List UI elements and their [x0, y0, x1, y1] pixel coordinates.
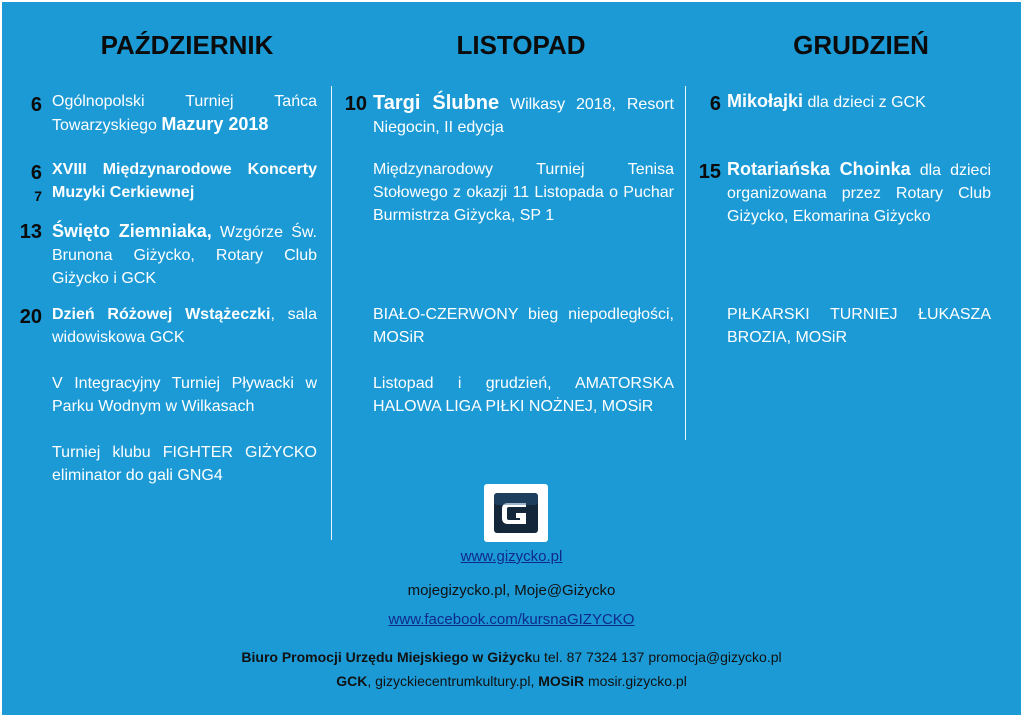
event-day-end: 7	[34, 188, 42, 204]
gizycko-logo[interactable]	[484, 484, 548, 542]
column-divider-right	[685, 86, 686, 440]
month-heading-december: GRUDZIEŃ	[793, 30, 929, 60]
calendar-page	[2, 2, 1021, 715]
event-day: 6	[30, 162, 42, 184]
institutions-contact: GCK, gizyckiecentrumkultury.pl, MOSiR mosir.gizycko.pl	[336, 673, 687, 689]
event-text: Ogólnopolski Turniej Tańca Towarzyskiego Mazury 2018	[52, 93, 317, 134]
gizycko-logo-icon	[484, 484, 548, 542]
month-heading-november: LISTOPAD	[456, 30, 586, 60]
month-heading-october: PAŹDZIERNIK	[100, 30, 274, 60]
website-link[interactable]: www.gizycko.pl	[460, 548, 563, 565]
event-text: Międzynarodowy Turniej Tenisa Stołowego z okazji 11 Listopada o Puchar Burmistrza Giżycka, SP 1	[373, 161, 674, 224]
event-day: 6	[30, 94, 42, 116]
facebook-link[interactable]: www.facebook.com/kursnaGIZYCKO	[388, 611, 635, 628]
event-day: 6	[709, 93, 721, 115]
event-text: Dzień Różowej Wstążeczki, sala widowiskowa GCK	[52, 306, 317, 346]
event-text: Turniej klubu FIGHTER GIŻYCKO eliminator do gali GNG4	[52, 444, 317, 484]
event-text: Targi Ślubne Wilkasy 2018, Resort Niegocin, II edycja	[373, 92, 674, 136]
event-text: Listopad i grudzień, AMATORSKA HALOWA LIGA PIŁKI NOŻNEJ, MOSiR	[373, 375, 674, 415]
event-day: 20	[19, 306, 42, 328]
event-day: 15	[698, 161, 721, 183]
event-day: 13	[19, 221, 42, 243]
event-text: XVIII Międzynarodowe Koncerty Muzyki Cerkiewnej	[52, 161, 317, 201]
event-text: Rotariańska Choinka dla dzieci organizowana przez Rotary Club Giżycko, Ekomarina Giżycko	[727, 159, 991, 225]
event-text: Święto Ziemniaka, Wzgórze Św. Brunona Giżycko, Rotary Club Giżycko i GCK	[52, 221, 317, 287]
event-text: Mikołajki dla dzieci z GCK	[727, 91, 926, 111]
event-text: BIAŁO-CZERWONY bieg niepodległości, MOSiR	[373, 306, 674, 346]
event-text: V Integracyjny Turniej Pływacki w Parku Wodnym w Wilkasach	[52, 375, 317, 415]
column-divider-left	[331, 86, 332, 540]
app-info: mojegizycko.pl, Moje@Giżycko	[407, 582, 616, 599]
event-text: PIŁKARSKI TURNIEJ ŁUKASZA BROZIA, MOSiR	[727, 306, 991, 346]
event-day: 10	[344, 93, 367, 115]
promotion-office-contact: Biuro Promocji Urzędu Miejskiego w Giżycku tel. 87 7324 137 promocja@gizycko.pl	[241, 649, 782, 665]
